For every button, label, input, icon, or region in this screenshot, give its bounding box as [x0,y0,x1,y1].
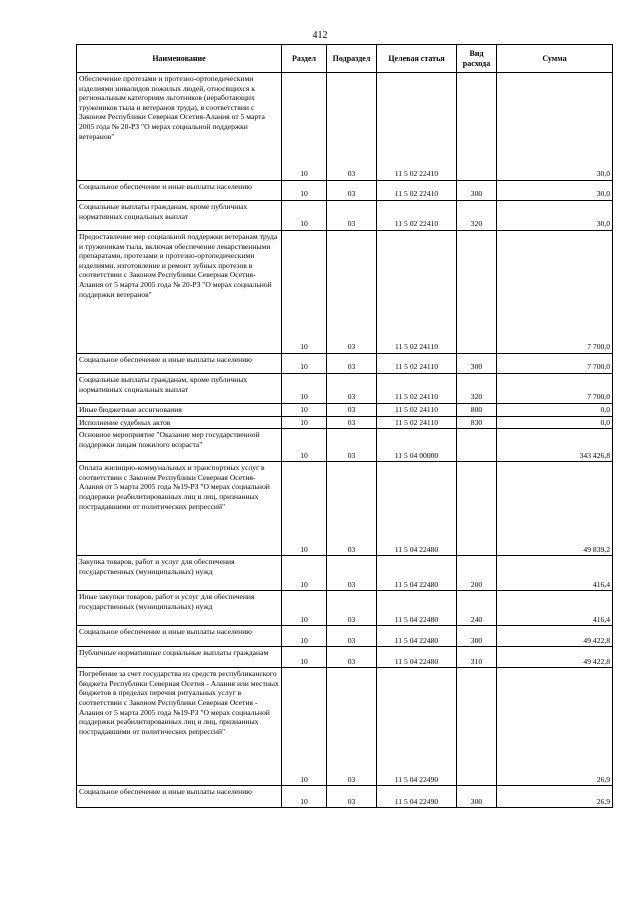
row-target: 11 5 02 24110 [377,354,457,374]
budget-table [76,44,613,808]
row-section: 10 [282,591,327,626]
header-section: Раздел [282,45,327,73]
row-name: Предоставление мер социальной поддержки ветеранам труда и труженикам тыла, включая обеспечение лекарственными препаратами, протезами и протезно-ортопедическими изделиями, изготовление и ремонт зубных протезов в соответствии с Законом Республики Северная Осетия-Алания от 5 марта 2005 года № 20-РЗ "О мерах социальной поддержки ветеранов" [77,231,282,354]
row-amount: 7 700,0 [497,374,613,404]
row-subsection: 03 [327,591,377,626]
row-subsection: 03 [327,231,377,354]
table-row [77,591,613,626]
row-amount: 7 700,0 [497,354,613,374]
row-name: Иные бюджетные ассигнования [77,404,282,417]
table-header-row [77,45,613,73]
row-subsection: 03 [327,626,377,647]
row-type [457,73,497,181]
table-row [77,647,613,668]
table-body [77,73,613,808]
row-subsection: 03 [327,429,377,462]
row-type: 800 [457,404,497,417]
header-name: Наименование [77,45,282,73]
row-target: 11 5 04 00000 [377,429,457,462]
row-section: 10 [282,181,327,201]
row-name: Основное мероприятие "Оказание мер государственной поддержки лицам пожилого возраста" [77,429,282,462]
row-target: 11 5 04 22480 [377,647,457,668]
row-name: Социальное обеспечение и иные выплаты населению [77,626,282,647]
row-target: 11 5 04 22480 [377,591,457,626]
row-type: 240 [457,591,497,626]
row-name: Закупка товаров, работ и услуг для обеспечения государственных (муниципальных) нужд [77,556,282,591]
row-amount: 30,0 [497,201,613,231]
row-type [457,231,497,354]
row-subsection: 03 [327,647,377,668]
row-section: 10 [282,354,327,374]
row-amount: 49 839,2 [497,462,613,556]
row-target: 11 5 02 22410 [377,201,457,231]
row-amount: 416,4 [497,556,613,591]
row-section: 10 [282,374,327,404]
row-amount: 26,9 [497,786,613,808]
row-amount: 0,0 [497,404,613,417]
row-section: 10 [282,668,327,786]
row-name: Иные закупки товаров, работ и услуг для обеспечения государственных (муниципальных) нужд [77,591,282,626]
table-row [77,73,613,181]
row-target: 11 5 04 22490 [377,786,457,808]
table-row [77,201,613,231]
row-type: 300 [457,626,497,647]
table-row [77,416,613,429]
row-section: 10 [282,556,327,591]
row-amount: 416,4 [497,591,613,626]
table-row [77,231,613,354]
row-amount: 49 422,8 [497,626,613,647]
table-row [77,404,613,417]
row-target: 11 5 04 22480 [377,626,457,647]
row-amount: 49 422,8 [497,647,613,668]
row-section: 10 [282,786,327,808]
row-name: Погребение за счет государства из средств республиканского бюджета Республики Северная Осетия - Алания или местных бюджетов в пределах перечня ритуальных услуг в соответствии с Законом Республики Северная Осетия - Алания от 5 марта 2005 года №19-РЗ "О мерах социальной поддержки реабилитированных лиц и лиц, признанных пострадавшими от политических репрессий" [77,668,282,786]
row-section: 10 [282,626,327,647]
row-target: 11 5 02 24110 [377,404,457,417]
row-type [457,429,497,462]
row-section: 10 [282,647,327,668]
header-amount: Сумма [497,45,613,73]
row-subsection: 03 [327,668,377,786]
row-target: 11 5 02 22410 [377,73,457,181]
row-name: Социальное обеспечение и иные выплаты населению [77,786,282,808]
row-type: 200 [457,556,497,591]
row-amount: 30,0 [497,73,613,181]
table-row [77,626,613,647]
table-row [77,786,613,808]
row-type: 320 [457,374,497,404]
row-name: Оплата жилищно-коммунальных и транспортных услуг в соответствии с Законом Республики Северная Осетия-Алания от 5 марта 2005 года №19-РЗ "О мерах социальной поддержки реабилитированных лиц и лиц, признанных пострадавшими от политических репрессий" [77,462,282,556]
header-target: Целевая статья [377,45,457,73]
page-number: 412 [312,30,328,41]
table-row [77,462,613,556]
row-subsection: 03 [327,556,377,591]
row-target: 11 5 04 22480 [377,462,457,556]
row-amount: 30,0 [497,181,613,201]
row-section: 10 [282,404,327,417]
row-amount: 0,0 [497,416,613,429]
row-section: 10 [282,462,327,556]
row-type: 320 [457,201,497,231]
row-type: 300 [457,786,497,808]
table-row [77,374,613,404]
row-amount: 26,9 [497,668,613,786]
row-type: 830 [457,416,497,429]
row-section: 10 [282,429,327,462]
table-row [77,668,613,786]
row-type [457,462,497,556]
header-type: Вид расхода [457,45,497,73]
row-name: Публичные нормативные социальные выплаты гражданам [77,647,282,668]
row-target: 11 5 02 24110 [377,374,457,404]
row-section: 10 [282,73,327,181]
row-section: 10 [282,231,327,354]
row-subsection: 03 [327,73,377,181]
row-name: Обеспечение протезами и протезно-ортопедическими изделиями инвалидов пожилых людей, относящихся к региональным категориям льготников (неработающих тружеников тыла и ветеранов труда), в соответствии с Законом Республики Северная Осетия-Алания от 5 марта 2005 года № 20-РЗ "О мерах социальной поддержки ветеранов" [77,73,282,181]
table-row [77,354,613,374]
row-amount: 7 700,0 [497,231,613,354]
row-type: 300 [457,354,497,374]
row-name: Социальные выплаты гражданам, кроме публичных нормативных социальных выплат [77,201,282,231]
row-type: 300 [457,181,497,201]
table-row [77,429,613,462]
row-subsection: 03 [327,181,377,201]
row-subsection: 03 [327,404,377,417]
row-subsection: 03 [327,786,377,808]
row-target: 11 5 02 24110 [377,231,457,354]
row-section: 10 [282,416,327,429]
row-subsection: 03 [327,462,377,556]
row-name: Социальное обеспечение и иные выплаты населению [77,181,282,201]
row-subsection: 03 [327,416,377,429]
row-subsection: 03 [327,354,377,374]
table-row [77,556,613,591]
row-target: 11 5 02 22410 [377,181,457,201]
header-subsection: Подраздел [327,45,377,73]
row-section: 10 [282,201,327,231]
row-amount: 343 426,8 [497,429,613,462]
table-row [77,181,613,201]
row-name: Исполнение судебных актов [77,416,282,429]
row-target: 11 5 04 22490 [377,668,457,786]
row-type: 310 [457,647,497,668]
row-subsection: 03 [327,374,377,404]
row-target: 11 5 02 24110 [377,416,457,429]
row-name: Социальное обеспечение и иные выплаты населению [77,354,282,374]
row-name: Социальные выплаты гражданам, кроме публичных нормативных социальных выплат [77,374,282,404]
row-type [457,668,497,786]
row-subsection: 03 [327,201,377,231]
row-target: 11 5 04 22480 [377,556,457,591]
